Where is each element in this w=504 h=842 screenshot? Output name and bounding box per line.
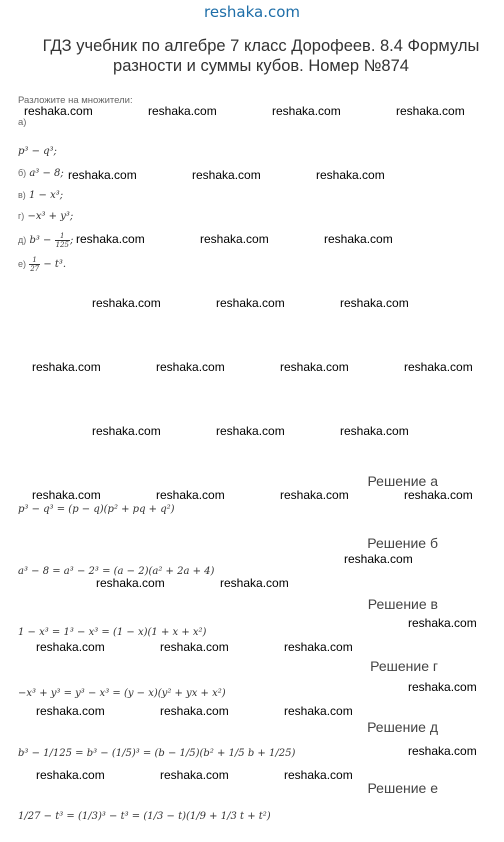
solution-e: b³ − 1/125 = b³ − (1/5)³ = (b − 1/5)(b² + 1/5 b + 1/25) xyxy=(18,748,296,759)
page-title: ГДЗ учебник по алгебре 7 класс Дорофеев. 8.4 Формулы разности и суммы кубов. Номер №874 xyxy=(42,37,480,75)
watermark: reshaka.com xyxy=(324,232,393,246)
watermark: reshaka.com xyxy=(216,424,285,438)
item-a: p³ − q³; xyxy=(18,146,57,157)
watermark: reshaka.com xyxy=(148,104,217,118)
item-f-fraction: $\frac{1}{27}$ xyxy=(30,256,40,273)
watermark: reshaka.com xyxy=(160,768,229,782)
watermark: reshaka.com xyxy=(404,488,473,502)
watermark: reshaka.com xyxy=(200,232,269,246)
watermark: reshaka.com xyxy=(280,488,349,502)
watermark: reshaka.com xyxy=(340,424,409,438)
watermark: reshaka.com xyxy=(404,360,473,374)
watermark: reshaka.com xyxy=(156,488,225,502)
item-c xyxy=(18,190,63,201)
solution-a: p³ − q³ = (p − q)(p² + pq + q²) xyxy=(18,504,175,515)
watermark: reshaka.com xyxy=(272,104,341,118)
watermark: reshaka.com xyxy=(36,704,105,718)
item-d xyxy=(18,211,73,222)
watermark: reshaka.com xyxy=(316,168,385,182)
solution-b-title: Решение б xyxy=(367,535,438,551)
item-d-label: г) xyxy=(18,211,25,221)
watermark: reshaka.com xyxy=(280,360,349,374)
watermark: reshaka.com xyxy=(216,296,285,310)
watermark: reshaka.com xyxy=(92,296,161,310)
watermark: reshaka.com xyxy=(408,744,477,758)
solution-d: −x³ + y³ = y³ − x³ = (y − x)(y² + yx + x²) xyxy=(18,688,226,699)
item-f xyxy=(18,256,66,273)
watermark: reshaka.com xyxy=(408,680,477,694)
watermark: reshaka.com xyxy=(408,616,477,630)
watermark: reshaka.com xyxy=(32,360,101,374)
watermark: reshaka.com xyxy=(160,640,229,654)
item-b xyxy=(18,168,64,179)
item-e xyxy=(18,232,73,249)
watermark: reshaka.com xyxy=(36,640,105,654)
solution-f-title: Решение е xyxy=(367,780,438,796)
item-b-label: б) xyxy=(18,168,27,178)
watermark: reshaka.com xyxy=(76,232,145,246)
watermark: reshaka.com xyxy=(156,360,225,374)
watermark: reshaka.com xyxy=(340,296,409,310)
solution-f: 1/27 − t³ = (1/3)³ − t³ = (1/3 − t)(1/9 + 1/3 t + t²) xyxy=(18,811,271,822)
watermark: reshaka.com xyxy=(24,104,93,118)
watermark: reshaka.com xyxy=(92,424,161,438)
watermark: reshaka.com xyxy=(220,576,289,590)
watermark: reshaka.com xyxy=(284,640,353,654)
item-e-label: д) xyxy=(18,235,27,245)
item-e-pre: b³ − xyxy=(29,235,52,246)
site-logo[interactable]: reshaka.com xyxy=(204,3,300,21)
item-f-post: − t³. xyxy=(43,259,67,270)
watermark: reshaka.com xyxy=(284,704,353,718)
task-prompt: Разложите на множители: xyxy=(18,95,133,106)
item-e-fraction: $\frac{1}{125}$ xyxy=(55,232,69,249)
solution-c-title: Решение в xyxy=(367,596,438,612)
item-e-post: ; xyxy=(69,235,74,246)
solution-d-title: Решение г xyxy=(370,658,438,674)
watermark: reshaka.com xyxy=(96,576,165,590)
item-a-label: а) xyxy=(18,117,27,128)
item-d-expr: −x³ + y³; xyxy=(27,211,74,222)
watermark: reshaka.com xyxy=(160,704,229,718)
solution-b: a³ − 8 = a³ − 2³ = (a − 2)(a² + 2a + 4) xyxy=(18,566,215,577)
watermark: reshaka.com xyxy=(344,552,413,566)
watermark: reshaka.com xyxy=(68,168,137,182)
watermark: reshaka.com xyxy=(396,104,465,118)
solution-e-title: Решение д xyxy=(367,719,438,735)
item-c-label: в) xyxy=(18,190,26,200)
watermark: reshaka.com xyxy=(284,768,353,782)
watermark: reshaka.com xyxy=(192,168,261,182)
solution-a-title: Решение а xyxy=(367,473,438,489)
item-c-expr: 1 − x³; xyxy=(28,190,64,201)
watermark: reshaka.com xyxy=(36,768,105,782)
watermark: reshaka.com xyxy=(32,488,101,502)
item-b-expr: a³ − 8; xyxy=(29,168,64,179)
solution-c: 1 − x³ = 1³ − x³ = (1 − x)(1 + x + x²) xyxy=(18,627,207,638)
item-f-label: е) xyxy=(18,259,27,269)
